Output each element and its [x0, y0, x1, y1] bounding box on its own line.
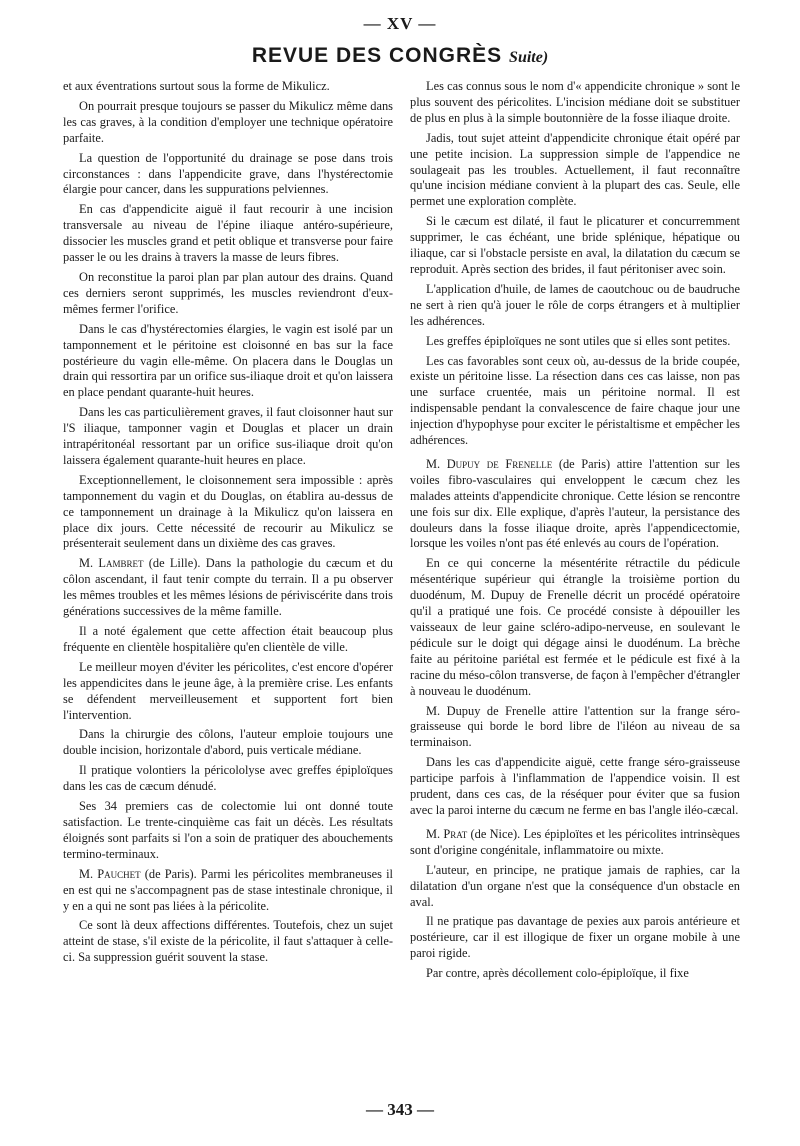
paragraph: M. Dupuy de Frenelle attire l'attention sur la frange séro-graisseuse qui borde le bord libre de l'iléon au niveau de sa terminaison.: [410, 703, 740, 750]
paragraph-lambret: [63, 556, 393, 620]
paragraph: Par contre, après décollement colo-épiploïque, il fixe: [426, 966, 689, 981]
paragraph: Il ne pratique pas davantage de pexies aux parois antérieure et postérieure, car il est illogique de fixer un organe mobile à une paroi rigide.: [410, 914, 740, 961]
paragraph: Le meilleur moyen d'éviter les péricolites, c'est encore d'opérer les appendicites dans le jeune âge, à la première crise. Les enfants se défendent merveilleusement et supportent fort bien l'intervention.: [63, 659, 393, 722]
speaker-name: M. Lambret: [79, 556, 144, 571]
paragraph: Dans les cas d'appendicite aiguë, cette frange séro-graisseuse participe parfois à l'inflammation de l'appendice voisin. Il est prudent, dans ces cas, de la réséquer pour éviter que sa fusion avec la paroi interne du cæcum ne ferme en bas l'angle iléo-cæcal.: [410, 755, 740, 817]
paragraph: Les greffes épiploïques ne sont utiles que si elles sont petites.: [426, 333, 731, 348]
paragraph-body: (de Paris) attire l'attention sur les voiles fibro-vasculaires qui enveloppent le cæcum chez les malades atteints d'appendicite chronique. Cette lésion se rencontre une fois sur dix. Elle explique, d'après l'auteur, la persistance des douleurs dans la fosse iliaque droite, après l'appendicectomie, lorsque les voiles n'ont pas été enlevés au cours de l'opération.: [410, 456, 740, 551]
paragraph: Il a noté également que cette affection était beaucoup plus fréquente en clientèle hospitalière qu'en clientèle de ville.: [63, 624, 393, 654]
left-column: [63, 79, 393, 970]
paragraph-body: (de Lille). Dans la pathologie du cæcum et du côlon ascendant, il faut tenir compte du terrain. Il a pu observer les mêmes troubles et les mêmes lésions de périviscérite dans trois générations successives de la même famille.: [63, 556, 393, 619]
running-title: [0, 44, 800, 68]
paragraph: En ce qui concerne la mésentérite rétractile du pédicule mésentérique supérieur qui étrangle la troisième portion du duodénum, M. Dupuy de Frenelle décrit un procédé opératoire qu'il a pratiqué une fois. Ce procédé consiste à dépouiller les vaisseaux de leur gaine scléro-adipo-nerveuse, en soulevant le pédicule sur le doigt qui dégage ainsi le duodénum. La brèche faite au péritoine pariétal est fermée et le pédicule est fixé à la racine du méso-côlon transverse, de façon à l'empêcher d'étrangler à nouveau le duodénum.: [410, 556, 740, 698]
paragraph: Ses 34 premiers cas de colectomie lui ont donné toute satisfaction. Le trente-cinquième cas fait un décès. Les résultats éloignés sont parfaits si l'on a soin de pratiquer des abouchements termino-terminaux.: [63, 799, 393, 861]
running-title-suffix: Suite): [509, 49, 549, 66]
paragraph: et aux éventrations surtout sous la forme de Mikulicz.: [63, 79, 330, 93]
paragraph: La question de l'opportunité du drainage se pose dans trois circonstances : dans l'appendicite grave, dans l'hystérectomie élargie pour cancer, dans les suppurations pelviennes.: [63, 150, 393, 197]
page-number: — 343 —: [366, 1100, 434, 1119]
paragraph: Exceptionnellement, le cloisonnement sera impossible : après tamponnement du vagin et du Douglas, on établira au-dessus de ce tamponnement un drainage à la Mikulicz qu'on laissera en place dix jours. Cette nécessité de recourir au Mikulicz se présenterait seulement dans un dixième des cas graves.: [63, 472, 393, 551]
paragraph: On pourrait presque toujours se passer du Mikulicz même dans les cas graves, à la condition d'employer une technique opératoire parfaite.: [63, 98, 393, 145]
speaker-name: M. Pauchet: [79, 866, 141, 881]
paragraph: Dans le cas d'hystérectomies élargies, le vagin est isolé par un tamponnement et le péritoine est cloisonné en bas sur la face postérieure du vagin elle-même. On placera dans le Douglas un drain qui ressortira par un orifice sus-iliaque droit et qu'on laissera en place pendant quarante-huit heures.: [63, 321, 393, 400]
paragraph: En cas d'appendicite aiguë il faut recourir à une incision transversale au niveau de l'épine iliaque antéro-supérieure, dissocier les muscles grand et petit oblique et transverse pour faire passer le ou les drains à travers la masse de leurs fibres.: [63, 202, 393, 265]
paragraph: Les cas connus sous le nom d'« appendicite chronique » sont le plus souvent des péricolites. L'incision médiane doit se substituer de plus en plus à la simple boutonnière de la fosse iliaque droite.: [410, 79, 740, 125]
speaker-name: M. Prat: [426, 826, 468, 841]
paragraph: L'application d'huile, de lames de caoutchouc ou de baudruche ne sert à rien qu'à jouer le rôle de corps étrangers et à multiplier les adhérences.: [410, 281, 740, 328]
running-title-text: REVUE DES CONGRÈS: [251, 44, 503, 67]
page-numeral: — XV —: [363, 14, 437, 33]
paragraph-pauchet: [63, 867, 393, 915]
speaker-name: M. Dupuy de Frenelle: [426, 456, 553, 471]
paragraph: Il pratique volontiers la péricololyse avec greffes épiploïques dans les cas de cæcum dénudé.: [63, 763, 393, 794]
paragraph-prat: [410, 827, 740, 859]
paragraph-body: (de Nice). Les épiploïtes et les péricolites intrinsèques sont d'origine congénitale, inflammatoire ou mixte.: [410, 826, 740, 857]
right-column: [410, 79, 740, 986]
paragraph: Ce sont là deux affections différentes. Toutefois, chez un sujet atteint de stase, s'il existe de la péricolite, il faut s'attaquer à celle-ci. Sa suppression guérit souvent la stase.: [63, 918, 393, 965]
paragraph-dupuy: [410, 457, 740, 552]
paragraph: Les cas favorables sont ceux où, au-dessus de la bride coupée, existe un péritoine lisse. La résection dans ces cas laisse, non pas une surface cruentée, mais un péritoine normal. Il est indispensable pendant la convalescence de faire chaque jour une injection d'hypophyse pour exciter le péristaltisme et empêcher les adhérences.: [410, 353, 740, 448]
paragraph-body: (de Paris). Parmi les péricolites membraneuses il en est qui ne s'accompagnent pas de stase intestinale chronique, il y en a qui ne sont pas liées à la péricolite.: [63, 866, 393, 913]
paragraph: Jadis, tout sujet atteint d'appendicite chronique était opéré par une petite incision. La suppression simple de l'appendice ne soulageait pas les troubles. Actuellement, il faut reconnaître qu'une incision médiane convient à la plupart des cas. Seule, elle permet une exploration complète.: [410, 130, 740, 209]
paragraph: L'auteur, en principe, ne pratique jamais de raphies, car la dilatation d'un organe n'est que la conséquence d'un obstacle en aval.: [410, 862, 740, 909]
paragraph: Si le cæcum est dilaté, il faut le plicaturer et concurremment supprimer, le cas échéant, une bride splénique, hépatique ou iliaque, car si l'obstacle persiste en aval, la dilatation du cæcum se reproduit. Après section des brides, il faut péritoniser avec soin.: [410, 214, 740, 276]
paragraph: Dans les cas particulièrement graves, il faut cloisonner haut sur l'S iliaque, tamponner vagin et Douglas et placer un drain intrapéritonéal ressortant par un orifice sus-iliaque droit qu'on laissera également quarante-huit heures en place.: [63, 405, 393, 467]
paragraph: On reconstitue la paroi plan par plan autour des drains. Quand ces derniers seront supprimés, les muscles reviendront d'eux-mêmes fermer l'orifice.: [63, 269, 393, 316]
paragraph: Dans la chirurgie des côlons, l'auteur emploie toujours une double incision, horizontale d'abord, puis verticale médiane.: [63, 727, 393, 758]
